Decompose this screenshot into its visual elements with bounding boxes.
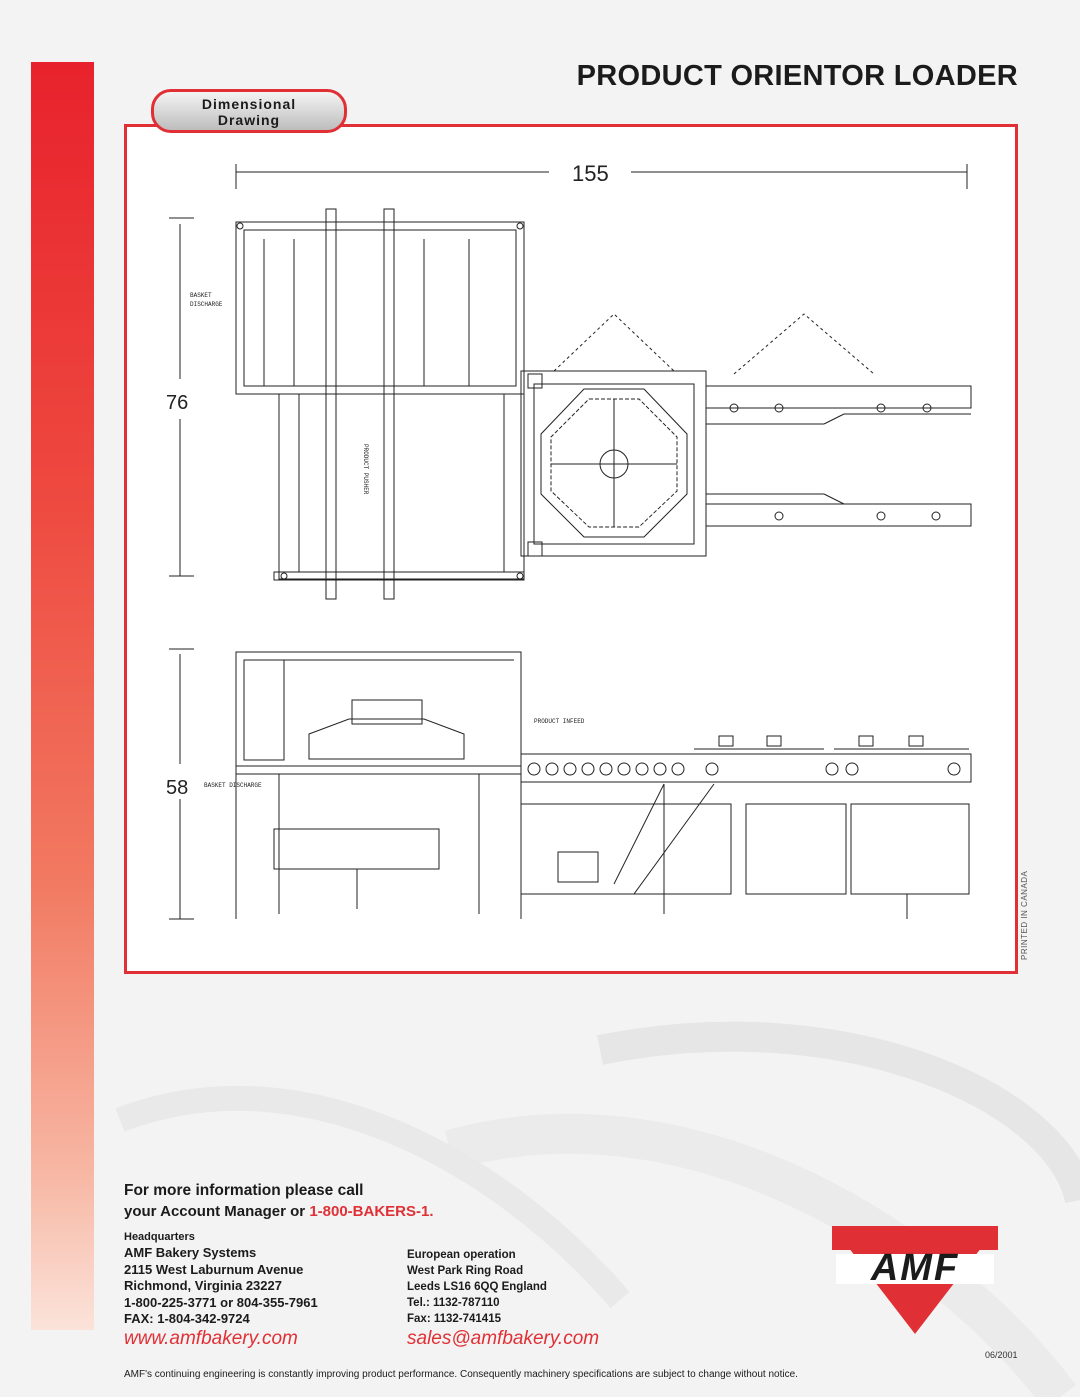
product-infeed-label: PRODUCT INFEED bbox=[534, 718, 585, 725]
upper-height-dimension bbox=[166, 218, 194, 576]
eu-line: Tel.: 1132-787110 bbox=[407, 1297, 500, 1309]
website-link[interactable]: www.amfbakery.com bbox=[124, 1328, 298, 1349]
hq-line: 1-800-225-3771 or 804-355-7961 bbox=[124, 1294, 318, 1310]
email-link[interactable]: sales@amfbakery.com bbox=[407, 1328, 600, 1349]
info-line-2 bbox=[124, 1203, 434, 1220]
headquarters-label: Headquarters bbox=[124, 1231, 195, 1243]
lower-height-label: 58 bbox=[166, 777, 189, 799]
eu-line: West Park Ring Road bbox=[407, 1265, 524, 1277]
width-dimension bbox=[236, 161, 967, 189]
tab-line-1: Dimensional bbox=[201, 96, 297, 112]
tab-line-2: Drawing bbox=[217, 112, 281, 128]
eu-line: Leeds LS16 6QQ England bbox=[407, 1281, 547, 1293]
product-pusher-label: PRODUCT PUSHER bbox=[362, 444, 369, 495]
hq-line: Richmond, Virginia 23227 bbox=[124, 1278, 282, 1293]
info-line-1: For more information please call bbox=[124, 1182, 364, 1199]
hq-line: FAX: 1-804-342-9724 bbox=[124, 1311, 250, 1326]
hq-line: 2115 West Laburnum Avenue bbox=[124, 1261, 304, 1277]
width-label: 155 bbox=[572, 161, 609, 186]
print-date: 06/2001 bbox=[985, 1350, 1018, 1360]
amf-logo bbox=[832, 1222, 998, 1338]
logo-text: AMF bbox=[870, 1247, 960, 1289]
orientor-turntable bbox=[521, 371, 706, 556]
side-view-basket-frame bbox=[236, 652, 521, 919]
lower-height-dimension bbox=[166, 649, 194, 919]
dimensional-drawing-tab bbox=[151, 89, 347, 133]
headquarters-address bbox=[124, 1245, 318, 1328]
basket-discharge-top-line2: DISCHARGE bbox=[190, 301, 223, 308]
printed-in-canada: PRINTED IN CANADA bbox=[1020, 870, 1029, 960]
basket-discharge-bottom-label: BASKET DISCHARGE bbox=[204, 782, 262, 789]
bakers-phone: 1-800-BAKERS-1. bbox=[309, 1203, 434, 1220]
red-gradient-bar bbox=[31, 62, 94, 1330]
european-address bbox=[407, 1247, 547, 1327]
page-title: PRODUCT ORIENTOR LOADER bbox=[576, 60, 1018, 92]
eu-line: Fax: 1132-741415 bbox=[407, 1313, 501, 1325]
hq-line: AMF Bakery Systems bbox=[124, 1245, 257, 1260]
side-view-conveyor bbox=[521, 736, 971, 919]
disclaimer: AMF's continuing engineering is constantly improving product performance. Consequently machinery specifications are subject to change without notice. bbox=[124, 1369, 798, 1380]
info-line-2-prefix: your Account Manager or bbox=[124, 1203, 310, 1220]
eu-line: European operation bbox=[407, 1249, 516, 1261]
top-view-basket-frame bbox=[236, 209, 524, 599]
upper-height-label: 76 bbox=[166, 392, 189, 414]
top-view-conveyor bbox=[528, 314, 971, 556]
basket-discharge-top-line1: BASKET bbox=[190, 292, 212, 299]
dimensional-drawing bbox=[124, 124, 1018, 974]
